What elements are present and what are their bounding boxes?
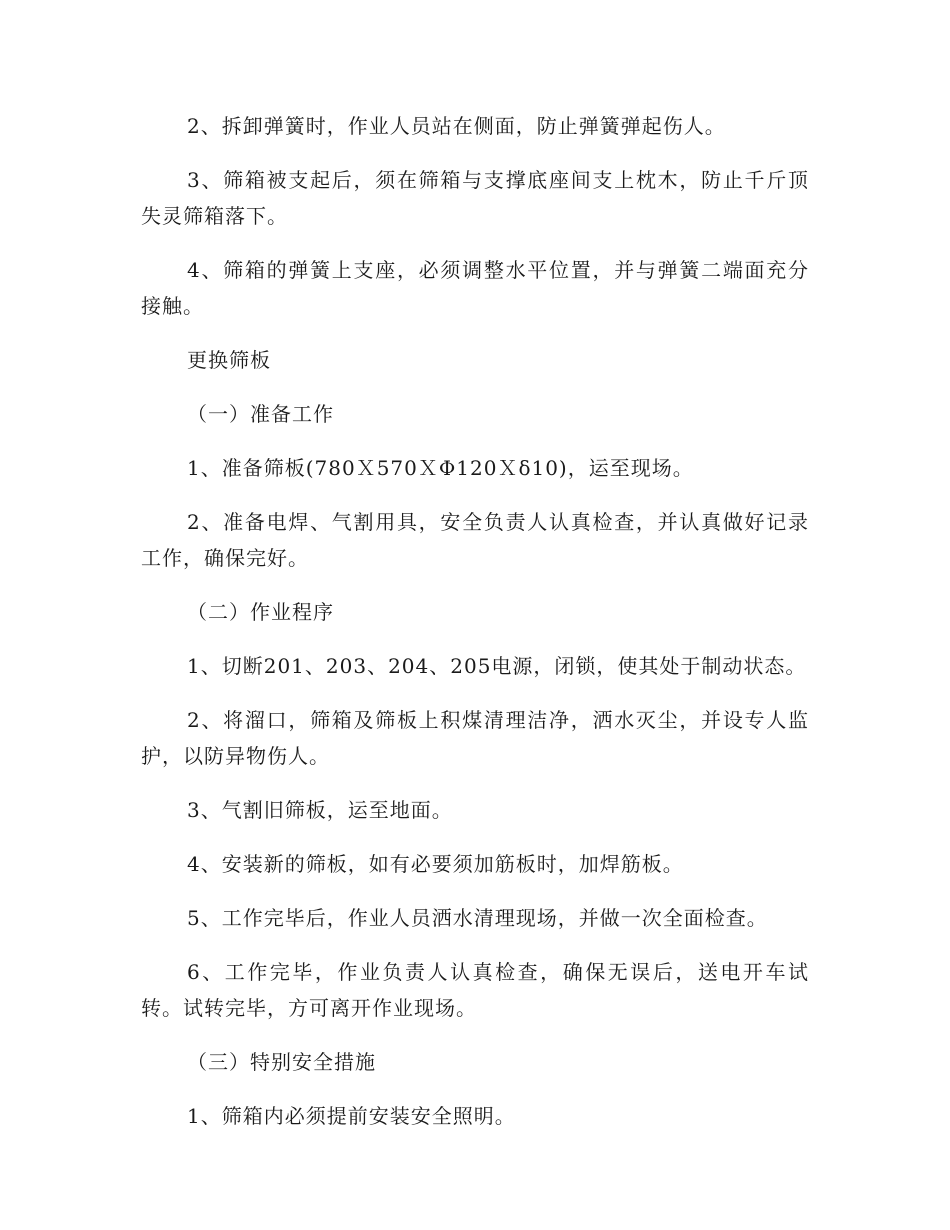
subheading-special-safety: （三）特别安全措施: [187, 1050, 376, 1074]
paragraph-cut-old-plate: 3、气割旧筛板，运至地面。: [187, 798, 453, 822]
paragraph-sleeper-support: 3、筛箱被支起后，须在筛箱与支撑底座间支上枕木，防止千斤顶失灵筛箱落下。: [141, 168, 809, 228]
paragraph-install-new-plate: 4、安装新的筛板，如有必要须加筋板时，加焊筋板。: [187, 852, 684, 876]
paragraph-cut-power: 1、切断201、203、204、205电源，闭锁，使其处于制动状态。: [187, 654, 807, 678]
document-body: [141, 108, 809, 1134]
paragraph-lighting: 1、筛箱内必须提前安装安全照明。: [187, 1104, 516, 1128]
section-heading-replace-plate: 更换筛板: [187, 348, 271, 372]
paragraph-test-run: 6、工作完毕，作业负责人认真检查，确保无误后，送电开车试转。试转完毕，方可离开作业现场。: [141, 960, 809, 1020]
paragraph-prepare-tools: 2、准备电焊、气割用具，安全负责人认真检查，并认真做好记录工作，确保完好。: [141, 510, 809, 570]
paragraph-spring-removal: 2、拆卸弹簧时，作业人员站在侧面，防止弹簧弹起伤人。: [187, 114, 726, 138]
paragraph-clean-site: 5、工作完毕后，作业人员洒水清理现场，并做一次全面检查。: [187, 906, 768, 930]
paragraph-spring-seat: 4、筛箱的弹簧上支座，必须调整水平位置，并与弹簧二端面充分接触。: [141, 258, 809, 318]
paragraph-clean-coal: 2、将溜口，筛箱及筛板上积煤清理洁净，洒水灭尘，并设专人监护，以防异物伤人。: [141, 708, 809, 768]
subheading-procedure: （二）作业程序: [187, 600, 334, 624]
subheading-preparation: （一）准备工作: [187, 402, 334, 426]
paragraph-prepare-plate: 1、准备筛板(780Ｘ570ＸΦ120Ｘδ10)，运至现场。: [187, 456, 694, 480]
